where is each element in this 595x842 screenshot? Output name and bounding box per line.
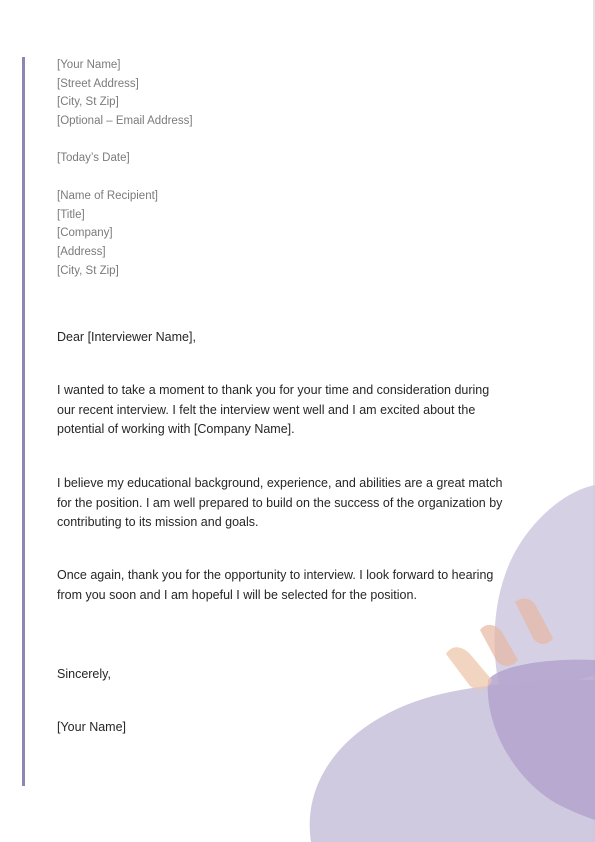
sender-address-block: [57, 56, 193, 131]
body-paragraph-3: [57, 566, 493, 605]
recipient-company: [Company]: [57, 227, 113, 240]
salutation: Dear [Interviewer Name],: [57, 330, 196, 344]
watercolor-stroke-peach-1: [446, 647, 492, 689]
sender-city: [City, St Zip]: [57, 96, 119, 109]
closing: Sincerely,: [57, 667, 111, 681]
paragraph-line: contributing to its mission and goals.: [57, 515, 259, 530]
sender-email: [Optional – Email Address]: [57, 115, 193, 128]
recipient-title: [Title]: [57, 208, 85, 221]
sender-street: [Street Address]: [57, 77, 139, 90]
paragraph-line: I believe my educational background, experience, and abilities are a great match: [57, 476, 503, 490]
paragraph-line: Once again, thank you for the opportunity to interview. I look forward to hearing: [57, 568, 494, 582]
paragraph-line: from you soon and I am hopeful I will be selected for the position.: [57, 587, 417, 602]
recipient-name: [Name of Recipient]: [57, 190, 158, 202]
accent-bar: [22, 57, 25, 786]
recipient-address: [Address]: [57, 246, 106, 259]
paragraph-line: our recent interview. I felt the interview went well and I am excited about the: [57, 402, 476, 417]
paragraph-line: potential of working with [Company Name].: [57, 422, 295, 437]
recipient-city: [City, St Zip]: [57, 264, 119, 277]
signature-name: [Your Name]: [57, 720, 127, 734]
letter-date: [Today’s Date]: [57, 152, 130, 164]
paragraph-line: I wanted to take a moment to thank you for your time and consideration during: [57, 383, 490, 397]
sender-name: [Your Name]: [57, 59, 121, 71]
body-paragraph-1: [57, 381, 489, 440]
paragraph-line: for the position. I am well prepared to build on the success of the organization by: [57, 495, 503, 510]
body-paragraph-2: [57, 474, 502, 533]
recipient-address-block: [57, 187, 158, 281]
